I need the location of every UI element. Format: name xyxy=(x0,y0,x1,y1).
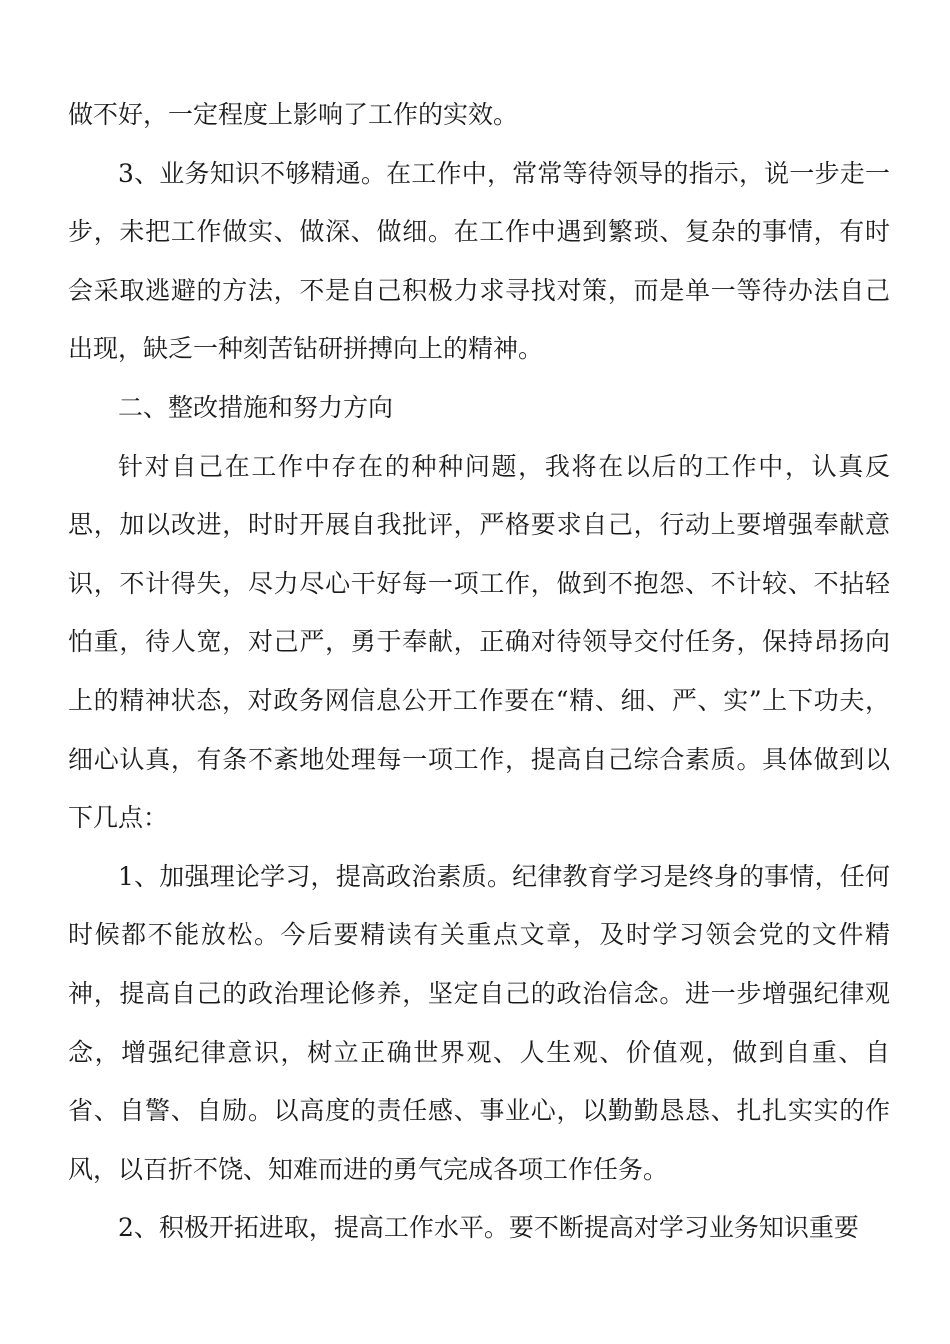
section-heading-rectification: 二、整改措施和努力方向 xyxy=(118,392,394,422)
paragraph-business-knowledge: 3、业务知识不够精通。在工作中，常常等待领导的指示，说一步走一步，未把工作做实、做深、做细。在工作中遇到繁琐、复杂的事情，有时会采取逃避的方法，不是自己积极力求寻找对策，而是单一等待办法自己出现，缺乏一种刻苦钻研拼搏向上的精神。 xyxy=(68,158,890,364)
paragraph-rectification-intro: 针对自己在工作中存在的种种问题，我将在以后的工作中，认真反思，加以改进，时时开展自我批评，严格要求自己，行动上要增强奉献意识，不计得失，尽力尽心干好每一项工作，做到不抱怨、不计较、不拈轻怕重，待人宽，对己严，勇于奉献，正确对待领导交付任务，保持昂扬向上的精神状态，对政务网信息公开工作要在“精、细、严、实”上下功夫，细心认真，有条不紊地处理每一项工作，提高自己综合素质。具体做到以下几点： xyxy=(68,451,890,833)
paragraph-work-level: 2、积极开拓进取，提高工作水平。要不断提高对学习业务知识重要 xyxy=(118,1213,859,1243)
paragraph-continuation: 做不好，一定程度上影响了工作的实效。 xyxy=(68,100,519,129)
paragraph-theory-study: 1、加强理论学习，提高政治素质。纪律教育学习是终身的事情，任何时候都不能放松。今后要精读有关重点文章，及时学习领会党的文件精神，提高自己的政治理论修养，坚定自己的政治信念。进一步增强纪律观念，增强纪律意识，树立正确世界观、人生观、价值观，做到自重、自省、自警、自励。以高度的责任感、事业心，以勤勤恳恳、扎扎实实的作风，以百折不饶、知难而进的勇气完成各项工作任务。 xyxy=(68,861,890,1184)
